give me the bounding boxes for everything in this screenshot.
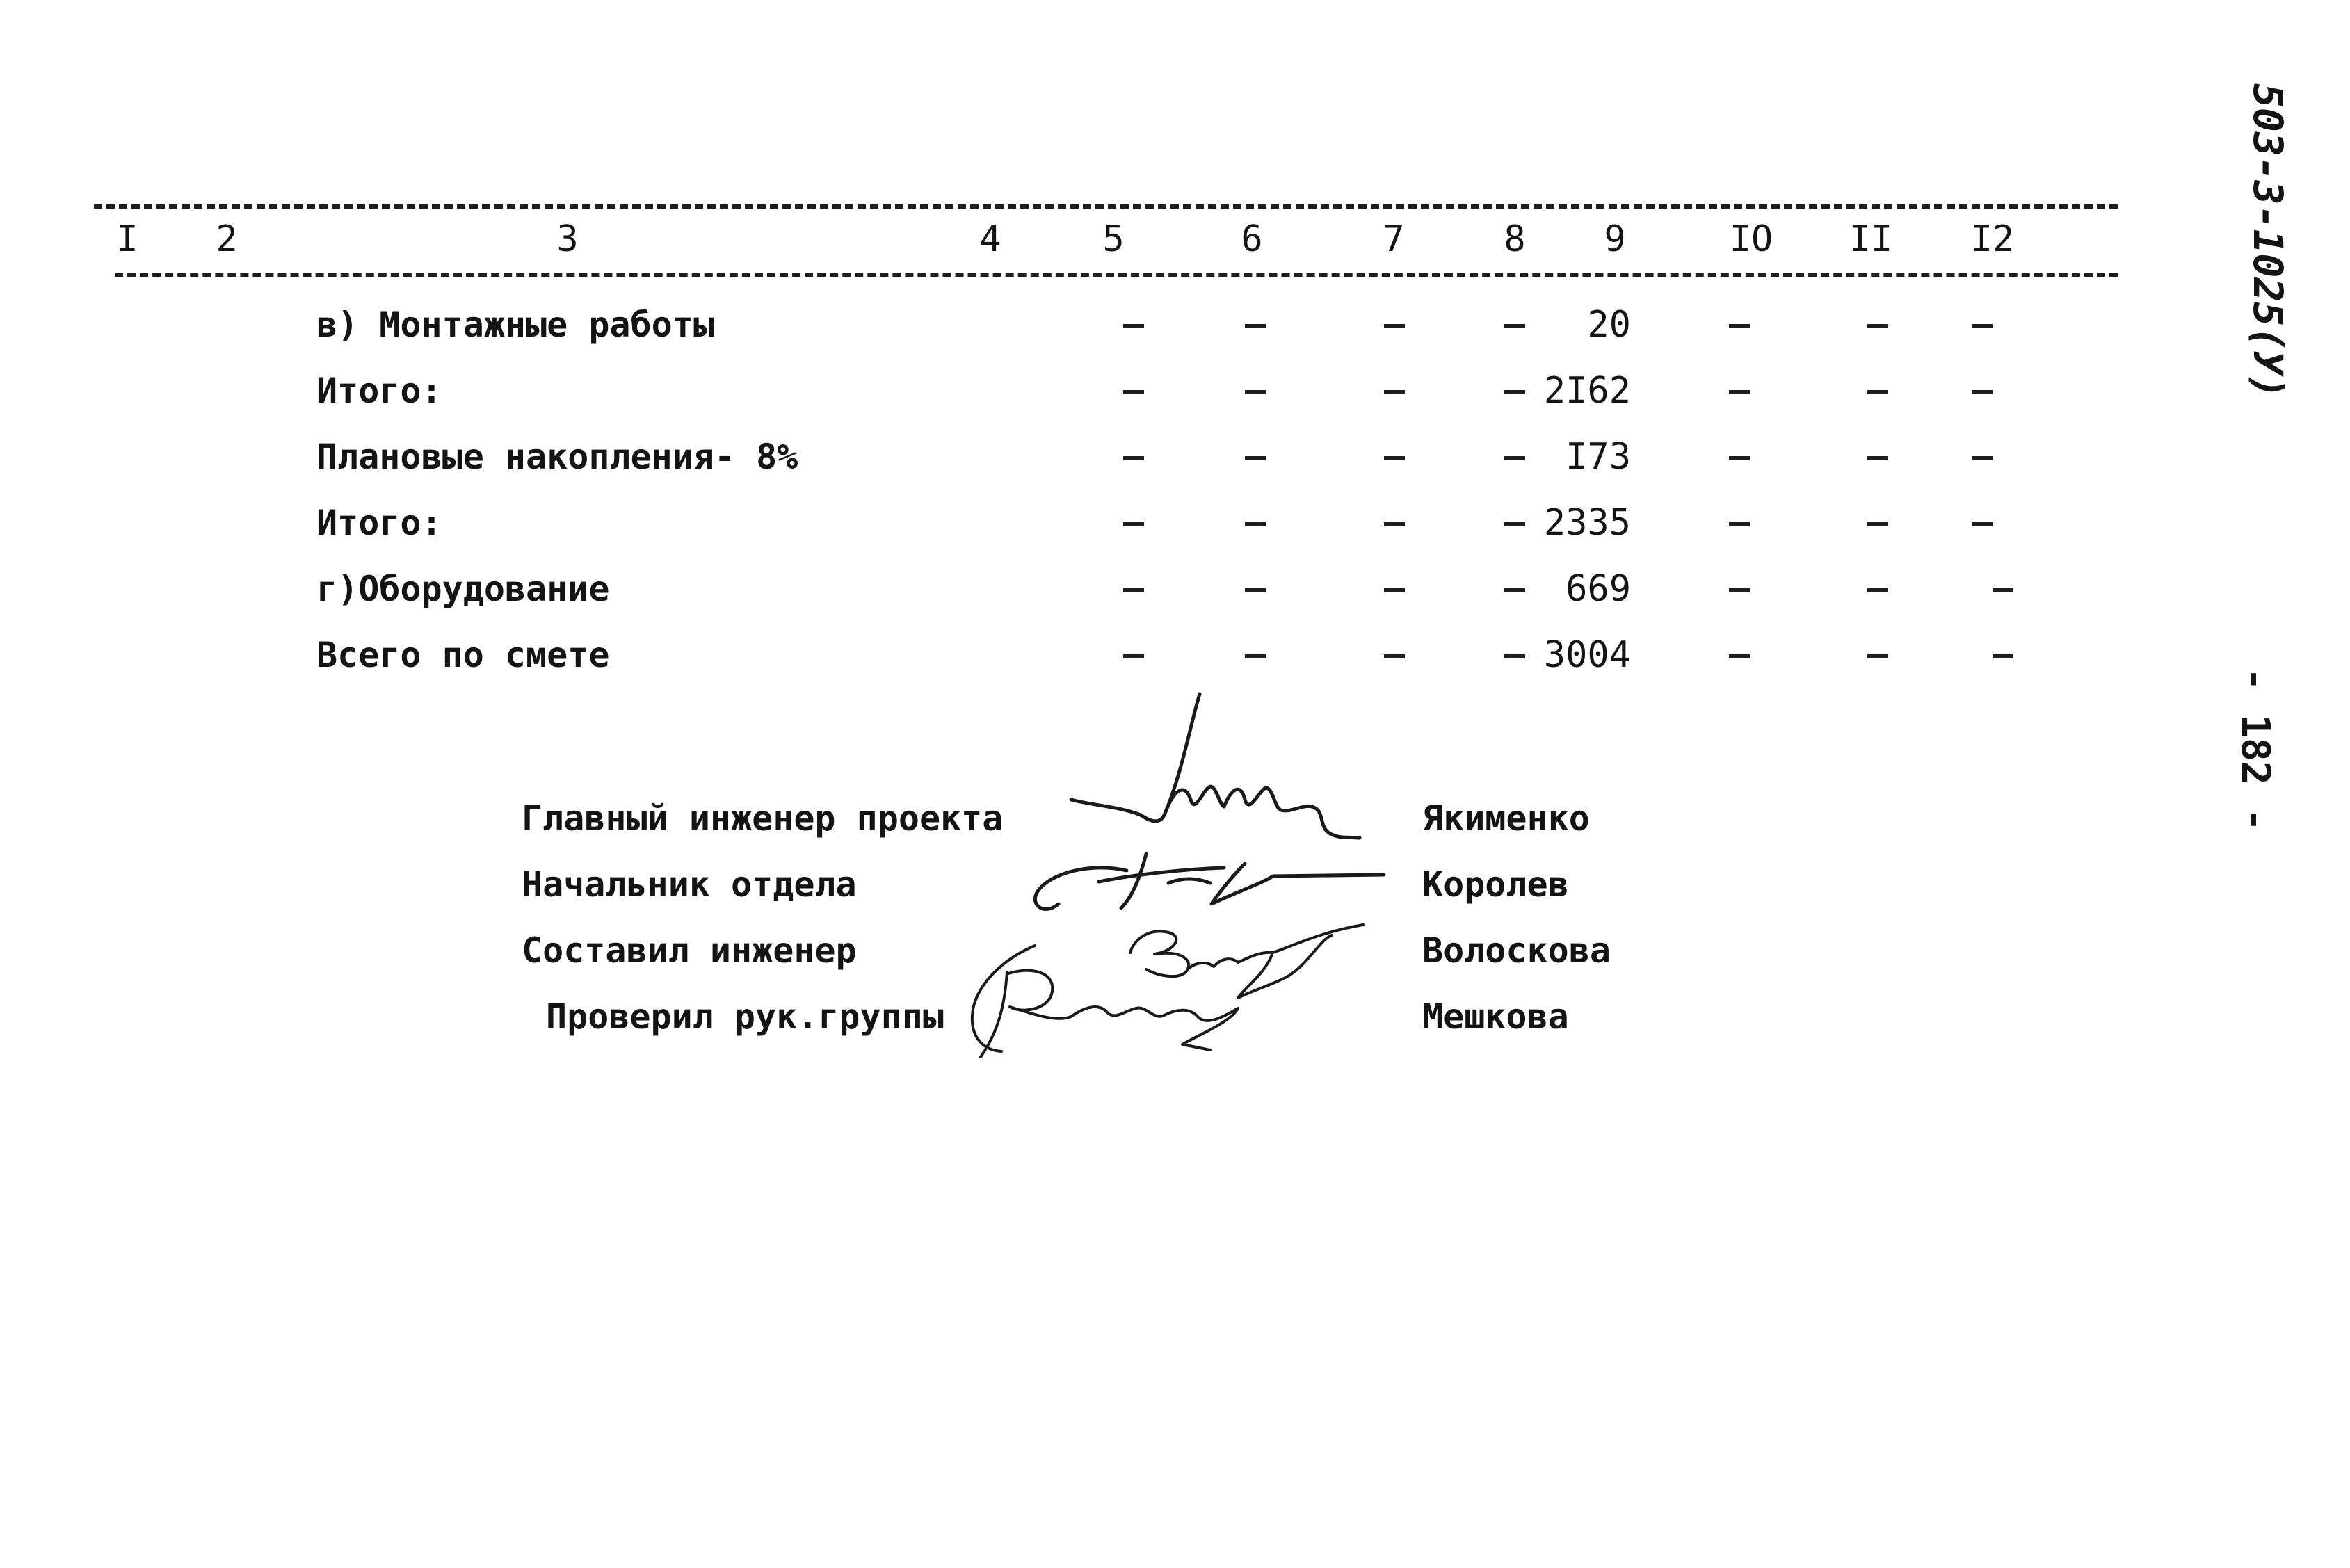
signatory-title: Составил инженер [522,930,857,971]
signature-department-head [1035,854,1384,909]
row-value: 2I62 [1543,370,1631,412]
column-header-1: I [116,218,138,260]
row-value: I73 [1566,436,1631,478]
column-header-4: 4 [979,218,1001,260]
row-label: Итого: [316,503,442,543]
column-header-7: 7 [1383,218,1405,260]
row-label: Всего по смете [316,635,610,675]
column-header-3: 3 [556,218,579,260]
row-value: 20 [1587,304,1631,346]
document-code: 503-3-1025(У) [2244,83,2292,399]
row-value: 2335 [1543,502,1631,544]
row-label: в) Монтажные работы [316,305,714,345]
signatory-title: Проверил рук.группы [546,996,944,1037]
column-header-8: 8 [1504,218,1526,260]
row-label: Плановые накопления- 8% [316,437,798,477]
column-header-2: 2 [216,218,238,260]
row-value: 669 [1566,568,1631,610]
column-header-9: 9 [1604,218,1626,260]
column-header-5: 5 [1102,218,1125,260]
signatory-title: Главный инженер проекта [522,798,1004,839]
column-header-12: I2 [1970,218,2015,260]
column-header-6: 6 [1241,218,1263,260]
signature-compiler [1130,925,1363,998]
column-header-10: IO [1729,218,1773,260]
signatory-name: Волоскова [1422,930,1611,971]
row-label: Итого: [316,371,442,411]
row-value: 3004 [1543,634,1631,676]
signatory-title: Начальник отдела [522,864,857,905]
page-number: - 182 - [2232,668,2278,832]
signatory-name: Королев [1422,864,1569,905]
signatory-name: Мешкова [1422,996,1569,1037]
row-label: г)Оборудование [316,569,610,609]
signatory-name: Якименко [1422,798,1590,839]
column-header-11: II [1849,218,1893,260]
signature-chief-engineer [1071,694,1360,838]
